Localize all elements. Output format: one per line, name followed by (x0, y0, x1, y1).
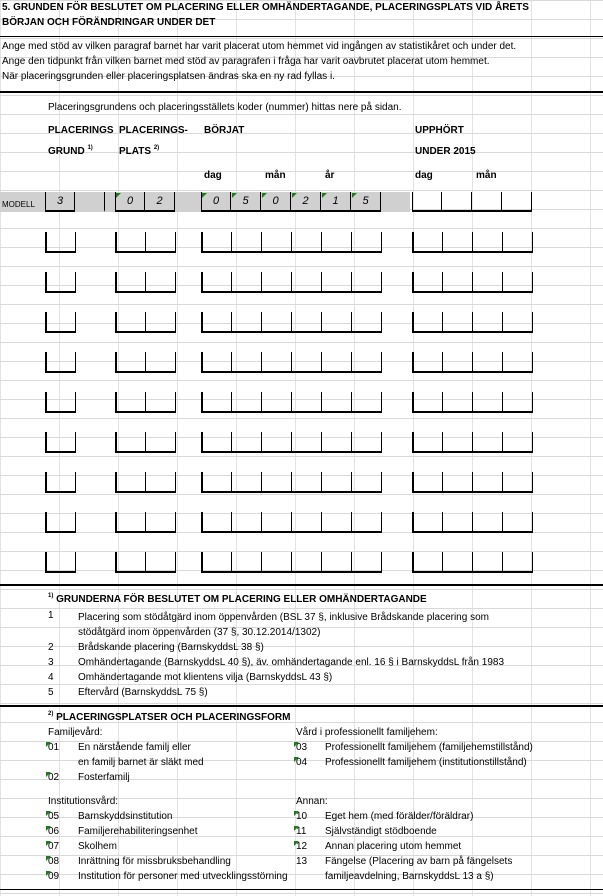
sub-man-upphort: mån (476, 170, 497, 181)
place-code-01: 01 (48, 742, 60, 753)
model-borjat-cell-1: 0 (201, 192, 231, 212)
entry-input-group[interactable] (201, 272, 382, 293)
cell-divider (321, 472, 322, 491)
ground-text-1: Placering som stödåtgärd inom öppenvården (BSL 37 §, inklusive Brådskande placering som (78, 612, 489, 623)
divider (0, 36, 603, 37)
place-text-12: Annan placering utom hemmet (325, 841, 462, 852)
cell-divider (145, 512, 146, 531)
col-grund: GRUND $^{1)}$ (48, 145, 93, 157)
cell-divider (261, 352, 262, 371)
cell-divider (351, 232, 352, 251)
model-plats-cell-1: 0 (115, 192, 145, 212)
ground-text-4: Omhändertagande mot klientens vilja (BarnskyddsL 43 §) (78, 672, 333, 683)
entry-input-group[interactable] (115, 312, 176, 333)
model-plats-cell-2: 2 (145, 192, 175, 212)
place-code-11: 11 (296, 826, 307, 837)
ground-code-5: 5 (48, 687, 54, 698)
divider (0, 889, 603, 890)
ground-code-1: 1 (48, 610, 54, 621)
cell-divider (321, 392, 322, 411)
entry-input-group[interactable] (115, 552, 176, 573)
sub-dag-upphort: dag (415, 170, 433, 181)
cell-divider (231, 272, 232, 291)
cell-divider (261, 392, 262, 411)
entry-input-group[interactable] (201, 312, 382, 333)
col-placerings: PLACERINGS (48, 125, 114, 136)
cell-divider (231, 312, 232, 331)
model-upphort-cell-1 (412, 192, 442, 212)
place-code-09: 09 (48, 871, 60, 882)
cell-divider (291, 392, 292, 411)
instruction-1: Ange med stöd av vilken paragraf barnet har varit placerat utom hemmet vid ingången av statistikåret och under det. (2, 41, 517, 52)
entry-input-group[interactable] (201, 432, 382, 453)
cell-divider (502, 512, 503, 531)
cell-divider (321, 312, 322, 331)
instruction-2: Ange den tidpunkt från vilken barnet med stöd av paragrafen i fråga har varit oavbrutet placerat utom hemmet. (2, 56, 490, 67)
cell-divider (351, 512, 352, 531)
place-code-03: 03 (296, 742, 308, 753)
cell-divider (321, 272, 322, 291)
cell-divider (231, 512, 232, 531)
cell-divider (502, 272, 503, 291)
cell-divider (291, 512, 292, 531)
entry-input-group[interactable] (115, 352, 176, 373)
cell-divider (442, 552, 443, 571)
cell-divider (472, 552, 473, 571)
entry-input-group[interactable] (412, 552, 533, 573)
inst-label: Institutionsvård: (48, 796, 119, 807)
cell-divider (472, 392, 473, 411)
marker-icon (322, 193, 327, 198)
marker-icon (46, 742, 51, 747)
cell-divider (502, 432, 503, 451)
cell-divider (145, 552, 146, 571)
cell-divider (291, 312, 292, 331)
cell-divider (502, 552, 503, 571)
cell-divider (261, 472, 262, 491)
cell-divider (145, 472, 146, 491)
entry-input-group[interactable] (201, 472, 382, 493)
marker-icon (294, 742, 299, 747)
cell-divider (291, 552, 292, 571)
cell-divider (351, 272, 352, 291)
cell-divider (502, 312, 503, 331)
col-plats: PLATS $^{2)}$ (119, 145, 160, 157)
marker-icon (46, 856, 51, 861)
cell-divider (261, 272, 262, 291)
place-text-09: Institution för personer med utvecklingsstörning (78, 871, 288, 882)
sub-ar: år (325, 170, 335, 181)
cell-divider (231, 232, 232, 251)
cell-divider (472, 512, 473, 531)
marker-icon (116, 193, 121, 198)
entry-input-group[interactable] (45, 392, 76, 413)
entry-input-group[interactable] (45, 552, 76, 573)
table-note: Placeringsgrundens och placeringsställets koder (nummer) hittas nere på sidan. (48, 102, 402, 113)
cell-divider (502, 232, 503, 251)
place-code-07: 07 (48, 841, 60, 852)
entry-input-group[interactable] (45, 352, 76, 373)
ground-text-5: Eftervård (BarnskyddsL 75 §) (78, 687, 208, 698)
grounds-title: $^{1)}$ GRUNDERNA FÖR BESLUTET OM PLACERING ELLER OMHÄNDERTAGANDE (48, 593, 427, 605)
place-text-04: Professionellt familjehem (institutionstillstånd) (325, 757, 527, 768)
cell-divider (231, 552, 232, 571)
cell-divider (502, 352, 503, 371)
entry-input-group[interactable] (45, 272, 76, 293)
model-borjat-cell-4: 2 (291, 192, 321, 212)
cell-divider (502, 472, 503, 491)
cell-divider (502, 392, 503, 411)
place-text-02: Fosterfamilj (78, 772, 130, 783)
marker-icon (352, 193, 357, 198)
col-under: UNDER 2015 (415, 146, 476, 157)
cell-divider (472, 432, 473, 451)
marker-icon (294, 757, 299, 762)
place-text-07: Skolhem (78, 841, 117, 852)
entry-input-group[interactable] (45, 512, 76, 533)
entry-input-group[interactable] (201, 232, 382, 253)
ground-text-1b: stödåtgärd inom öppenvården (37 §, 30.12.2014/1302) (78, 627, 321, 638)
entry-input-group[interactable] (412, 512, 533, 533)
ground-text-2: Brådskande placering (BarnskyddsL 38 §) (78, 642, 264, 653)
ground-code-2: 2 (48, 642, 54, 653)
cell-divider (231, 392, 232, 411)
cell-divider (351, 432, 352, 451)
cell-divider (291, 272, 292, 291)
model-borjat-cell-2: 5 (231, 192, 261, 212)
instruction-3: När placeringsgrunden eller placeringsplatsen ändras ska en ny rad fyllas i. (2, 71, 335, 82)
cell-divider (145, 232, 146, 251)
divider (0, 705, 603, 707)
entry-input-group[interactable] (412, 432, 533, 453)
cell-divider (442, 392, 443, 411)
divider (0, 91, 603, 93)
place-text-01b: en familj barnet är släkt med (78, 757, 204, 768)
cell-divider (231, 352, 232, 371)
marker-icon (294, 841, 299, 846)
entry-input-group[interactable] (412, 472, 533, 493)
cell-divider (291, 472, 292, 491)
marker-icon (46, 871, 51, 876)
place-text-13b: familjeavdelning, BarnskyddsL 13 a §) (325, 871, 494, 882)
cell-divider (351, 472, 352, 491)
place-code-05: 05 (48, 811, 60, 822)
cell-divider (261, 432, 262, 451)
model-grund-cell: 3 (45, 192, 75, 212)
marker-icon (294, 826, 299, 831)
model-upphort-cell-4 (502, 192, 532, 212)
entry-input-group[interactable] (201, 512, 382, 533)
ground-text-3: Omhändertagande (BarnskyddsL 40 §), äv. omhändertagande enl. 16 § i BarnskyddsL från 1983 (78, 657, 505, 668)
ground-code-3: 3 (48, 657, 54, 668)
cell-divider (351, 352, 352, 371)
cell-divider (442, 512, 443, 531)
entry-input-group[interactable] (115, 512, 176, 533)
model-upphort-cell-2 (442, 192, 472, 212)
place-text-13: Fängelse (Placering av barn på fängelsets (325, 856, 513, 867)
sub-man: mån (265, 170, 286, 181)
col-borjat: BÖRJAT (204, 125, 245, 136)
cell-divider (231, 472, 232, 491)
entry-input-group[interactable] (45, 312, 76, 333)
entry-input-group[interactable] (115, 272, 176, 293)
cell-divider (442, 352, 443, 371)
place-code-02: 02 (48, 772, 60, 783)
cell-divider (321, 352, 322, 371)
cell-divider (351, 392, 352, 411)
cell-divider (261, 312, 262, 331)
model-borjat-cell-6: 5 (351, 192, 381, 212)
place-code-08: 08 (48, 856, 60, 867)
entry-input-group[interactable] (201, 552, 382, 573)
marker-icon (232, 193, 237, 198)
entry-input-group[interactable] (115, 392, 176, 413)
cell-divider (351, 552, 352, 571)
entry-input-group[interactable] (45, 472, 76, 493)
entry-input-group[interactable] (412, 392, 533, 413)
cell-divider (145, 432, 146, 451)
cell-divider (291, 352, 292, 371)
cell-divider (145, 392, 146, 411)
divider (0, 584, 603, 586)
cell-divider (472, 472, 473, 491)
cell-divider (442, 232, 443, 251)
marker-icon (262, 193, 267, 198)
marker-icon (46, 772, 51, 777)
ground-code-4: 4 (48, 672, 54, 683)
cell-divider (472, 312, 473, 331)
model-spacer-cell (75, 192, 105, 212)
entry-input-group[interactable] (45, 432, 76, 453)
model-upphort-cell-3 (472, 192, 502, 212)
place-text-03: Professionellt familjehem (familjehemstillstånd) (325, 742, 533, 753)
entry-input-group[interactable] (412, 272, 533, 293)
section-title-line2: BÖRJAN OCH FÖRÄNDRINGAR UNDER DET (2, 17, 216, 28)
cell-divider (442, 432, 443, 451)
place-text-08: Inrättning för missbruksbehandling (78, 856, 231, 867)
place-code-10: 10 (296, 811, 308, 822)
model-borjat-cell-3: 0 (261, 192, 291, 212)
place-text-10: Eget hem (med förälder/föräldrar) (325, 811, 474, 822)
place-text-01: En närstående familj eller (78, 742, 191, 753)
place-code-04: 04 (296, 757, 308, 768)
cell-divider (321, 512, 322, 531)
col-placeringsplats: PLACERINGS- (119, 125, 188, 136)
cell-divider (442, 472, 443, 491)
cell-divider (442, 272, 443, 291)
cell-divider (145, 352, 146, 371)
entry-input-group[interactable] (201, 352, 382, 373)
col-upphort: UPPHÖRT (415, 125, 464, 136)
cell-divider (291, 432, 292, 451)
entry-input-group[interactable] (412, 352, 533, 373)
place-code-06: 06 (48, 826, 60, 837)
cell-divider (291, 232, 292, 251)
place-text-05: Barnskyddsinstitution (78, 811, 173, 822)
annan-label: Annan: (296, 796, 328, 807)
cell-divider (472, 272, 473, 291)
model-borjat-cell-5: 1 (321, 192, 351, 212)
cell-divider (472, 232, 473, 251)
cell-divider (442, 312, 443, 331)
marker-icon (46, 811, 51, 816)
prof-label: Vård i professionellt familjehem: (296, 727, 438, 738)
cell-divider (261, 232, 262, 251)
cell-divider (321, 552, 322, 571)
entry-input-group[interactable] (115, 472, 176, 493)
place-text-11: Självständigt stödboende (325, 826, 437, 837)
cell-divider (145, 272, 146, 291)
places-title: $^{2)}$ PLACERINGSPLATSER OCH PLACERINGSFORM (48, 711, 291, 723)
section-title-line1: 5. GRUNDEN FÖR BESLUTET OM PLACERING ELLER OMHÄNDERTAGANDE, PLACERINGSPLATS VID ÅRETS (2, 2, 529, 13)
cell-divider (231, 432, 232, 451)
cell-divider (261, 512, 262, 531)
familjevard-label: Familjevård: (48, 727, 103, 738)
entry-input-group[interactable] (412, 232, 533, 253)
cell-divider (321, 232, 322, 251)
place-text-06: Familjerehabiliteringsenhet (78, 826, 198, 837)
marker-icon (294, 811, 299, 816)
sub-dag: dag (204, 170, 222, 181)
cell-divider (321, 432, 322, 451)
entry-input-group[interactable] (412, 312, 533, 333)
entry-input-group[interactable] (115, 232, 176, 253)
entry-input-group[interactable] (201, 392, 382, 413)
cell-divider (472, 352, 473, 371)
model-label: MODELL (2, 200, 35, 209)
cell-divider (145, 312, 146, 331)
marker-icon (202, 193, 207, 198)
cell-divider (261, 552, 262, 571)
entry-input-group[interactable] (45, 232, 76, 253)
marker-icon (46, 841, 51, 846)
place-code-13: 13 (296, 856, 308, 867)
entry-input-group[interactable] (115, 432, 176, 453)
marker-icon (292, 193, 297, 198)
cell-divider (351, 312, 352, 331)
place-code-12: 12 (296, 841, 308, 852)
marker-icon (46, 826, 51, 831)
